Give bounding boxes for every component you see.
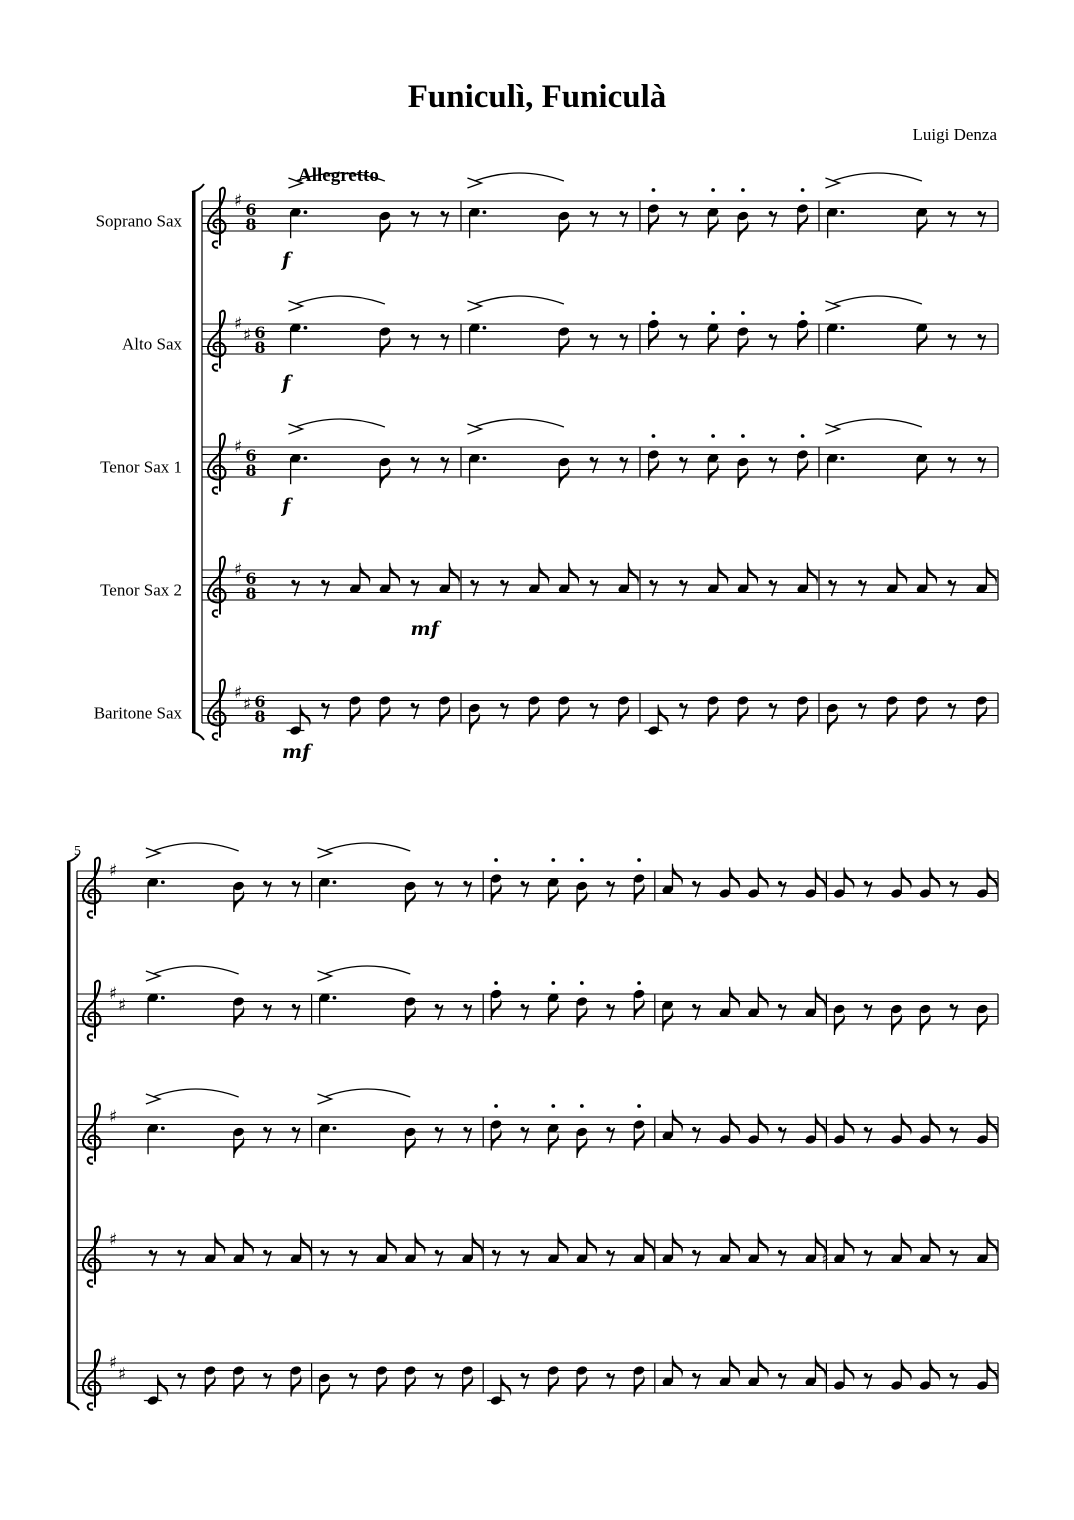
staccato-dot [711, 188, 715, 192]
slur [153, 843, 239, 851]
time-sig-numerator: 6 [245, 446, 257, 465]
eighth-flag [672, 1233, 683, 1255]
dynamic-marking: mf [410, 618, 439, 640]
staccato-dot [741, 434, 745, 438]
instrument-name: Alto Sax [122, 334, 182, 354]
slur [324, 966, 410, 974]
staff-4 [77, 1227, 998, 1287]
key-sharp: ♯ [109, 1230, 118, 1250]
score-title: Funiculì, Funiculà [407, 79, 667, 115]
eighth-flag [301, 1233, 312, 1255]
staccato-dot [801, 311, 805, 315]
staccato-dot [551, 1104, 555, 1108]
instrument-name: Baritone Sax [93, 703, 182, 723]
slur [832, 296, 922, 304]
staccato-dot [494, 858, 498, 862]
key-sharp: ♯ [234, 191, 243, 211]
treble-clef [83, 981, 101, 1041]
staccato-dot [652, 434, 656, 438]
treble-clef [208, 311, 226, 371]
instrument-name: Soprano Sax [95, 211, 182, 231]
staccato-dot [580, 1104, 584, 1108]
time-sig-denominator: 8 [254, 707, 266, 726]
augmentation-dot [333, 996, 337, 1000]
sharp-accidental: ♯ [821, 1248, 830, 1268]
staccato-dot [551, 858, 555, 862]
staccato-dot [580, 858, 584, 862]
key-sharp: ♯ [118, 1364, 127, 1385]
augmentation-dot [304, 326, 308, 330]
slur [474, 419, 564, 427]
slur [832, 419, 922, 427]
eighth-flag [901, 1233, 912, 1255]
eighth-flag [815, 1356, 826, 1378]
staff-1 [96, 173, 998, 271]
slur [474, 173, 564, 181]
staff-2 [77, 966, 998, 1041]
staccato-dot [637, 858, 641, 862]
bracket-top [192, 184, 204, 192]
slur [295, 296, 385, 304]
dynamic-marking: mf [282, 741, 311, 763]
time-sig-numerator: 6 [254, 323, 266, 342]
staccato-dot [637, 1104, 641, 1108]
augmentation-dot [333, 1126, 337, 1130]
staff-5 [94, 680, 998, 763]
eighth-flag [987, 1233, 998, 1255]
eighth-flag [672, 864, 683, 886]
eighth-flag [917, 332, 928, 354]
staccato-dot [741, 188, 745, 192]
slur [474, 296, 564, 304]
augmentation-dot [841, 210, 845, 214]
eighth-flag [917, 462, 928, 484]
treble-clef [208, 188, 226, 248]
eighth-flag [718, 563, 729, 585]
augmentation-dot [333, 880, 337, 884]
augmentation-dot [483, 326, 487, 330]
key-sharp: ♯ [243, 694, 252, 715]
key-sharp: ♯ [109, 984, 118, 1004]
eighth-flag [243, 1233, 254, 1255]
staccato-dot [741, 311, 745, 315]
staccato-dot [801, 434, 805, 438]
treble-clef [208, 680, 226, 740]
eighth-flag [758, 1233, 769, 1255]
treble-clef [83, 1227, 101, 1287]
time-sig-denominator: 8 [245, 215, 257, 234]
eighth-flag [730, 1233, 741, 1255]
key-sharp: ♯ [118, 995, 127, 1016]
eighth-flag [472, 1233, 483, 1255]
augmentation-dot [304, 456, 308, 460]
eighth-flag [386, 1233, 397, 1255]
eighth-flag [708, 216, 719, 238]
slur [324, 1089, 410, 1097]
bracket-bottom [192, 732, 204, 740]
eighth-flag [644, 1233, 655, 1255]
system [67, 843, 998, 1410]
key-sharp: ♯ [234, 437, 243, 457]
eighth-flag [672, 1110, 683, 1132]
eighth-flag [748, 563, 759, 585]
eighth-flag [730, 1356, 741, 1378]
eighth-flag [587, 1233, 598, 1255]
eighth-flag [539, 563, 550, 585]
key-sharp: ♯ [109, 861, 118, 881]
eighth-flag [708, 332, 719, 354]
slur [295, 419, 385, 427]
instrument-name: Tenor Sax 1 [100, 457, 182, 477]
staccato-dot [711, 434, 715, 438]
time-sig-denominator: 8 [245, 461, 257, 480]
slur [324, 843, 410, 851]
augmentation-dot [841, 456, 845, 460]
eighth-flag [360, 563, 371, 585]
augmentation-dot [161, 1126, 165, 1130]
eighth-flag [215, 1233, 226, 1255]
staccato-dot [652, 311, 656, 315]
key-sharp: ♯ [234, 560, 243, 580]
eighth-flag [758, 1356, 769, 1378]
system-bracket [67, 862, 71, 1402]
augmentation-dot [304, 210, 308, 214]
treble-clef [83, 1104, 101, 1164]
treble-clef [208, 557, 226, 617]
eighth-flag [730, 987, 741, 1009]
eighth-flag [628, 563, 639, 585]
composer-name: Luigi Denza [912, 125, 997, 144]
eighth-flag [548, 1002, 559, 1024]
eighth-flag [844, 1233, 855, 1255]
eighth-flag [415, 1233, 426, 1255]
staff-3 [77, 1089, 998, 1164]
eighth-flag [897, 563, 908, 585]
time-sig-denominator: 8 [245, 584, 257, 603]
staccato-dot [652, 188, 656, 192]
instrument-name: Tenor Sax 2 [100, 580, 182, 600]
dynamic-marking: f [282, 372, 291, 394]
staff-4 [100, 557, 998, 640]
time-sig-numerator: 6 [254, 692, 266, 711]
eighth-flag [663, 1009, 674, 1031]
augmentation-dot [161, 880, 165, 884]
eighth-flag [548, 886, 559, 908]
bracket-bottom [67, 1402, 79, 1410]
slur [153, 966, 239, 974]
dynamic-marking: f [282, 249, 291, 271]
eighth-flag [927, 563, 938, 585]
eighth-flag [672, 1356, 683, 1378]
treble-clef [208, 434, 226, 494]
eighth-flag [569, 563, 580, 585]
augmentation-dot [841, 326, 845, 330]
treble-clef [83, 1350, 101, 1410]
staccato-dot [711, 311, 715, 315]
slur [153, 1089, 239, 1097]
augmentation-dot [161, 996, 165, 1000]
key-sharp: ♯ [109, 1353, 118, 1373]
time-sig-numerator: 6 [245, 200, 257, 219]
staccato-dot [494, 981, 498, 985]
key-sharp: ♯ [234, 314, 243, 334]
time-sig-numerator: 6 [245, 569, 257, 588]
staff-2 [122, 296, 998, 394]
augmentation-dot [483, 456, 487, 460]
eighth-flag [758, 987, 769, 1009]
staccato-dot [801, 188, 805, 192]
eighth-flag [986, 563, 997, 585]
time-sig-denominator: 8 [254, 338, 266, 357]
staff-1 [77, 843, 998, 918]
slur [832, 173, 922, 181]
key-sharp: ♯ [243, 325, 252, 346]
eighth-flag [815, 987, 826, 1009]
music-systems [67, 173, 998, 1410]
staccato-dot [580, 981, 584, 985]
staccato-dot [551, 981, 555, 985]
staff-5 [77, 1350, 998, 1410]
eighth-flag [930, 1233, 941, 1255]
system [94, 173, 998, 763]
eighth-flag [807, 563, 818, 585]
system-bracket [192, 192, 196, 732]
key-sharp: ♯ [234, 683, 243, 703]
eighth-flag [390, 563, 401, 585]
key-sharp: ♯ [109, 1107, 118, 1127]
tempo-marking: Allegretto [298, 165, 379, 186]
staccato-dot [637, 981, 641, 985]
treble-clef [83, 858, 101, 918]
measure-number: 5 [74, 844, 81, 859]
eighth-flag [449, 563, 460, 585]
eighth-flag [917, 216, 928, 238]
eighth-flag [708, 462, 719, 484]
staff-3 [100, 419, 998, 517]
eighth-flag [558, 1233, 569, 1255]
dynamic-marking: f [282, 495, 291, 517]
staccato-dot [494, 1104, 498, 1108]
eighth-flag [548, 1132, 559, 1154]
augmentation-dot [483, 210, 487, 214]
